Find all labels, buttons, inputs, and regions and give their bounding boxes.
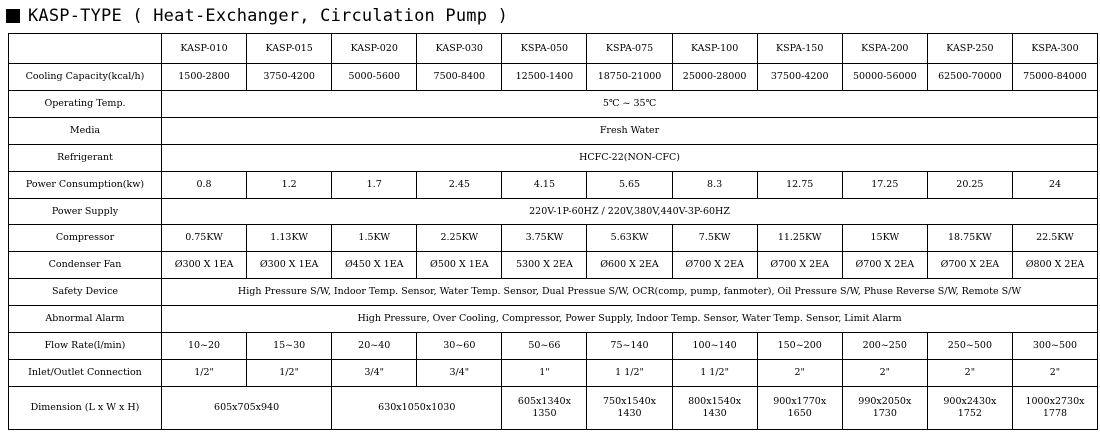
dimension-cell — [587, 386, 672, 429]
table-row — [9, 359, 1098, 386]
dimension-line: 1000x2730x — [1025, 395, 1085, 407]
dimension-cell — [757, 386, 842, 429]
dimension-line: 1430 — [702, 407, 727, 419]
table-cell: 0.8 — [162, 171, 247, 198]
table-cell: Ø300 X 1EA — [247, 252, 332, 279]
table-cell: Ø700 X 2EA — [757, 252, 842, 279]
model-header: KASP-100 — [672, 34, 757, 64]
table-cell: 20.25 — [927, 171, 1012, 198]
square-bullet-icon — [6, 9, 20, 23]
table-cell: 5.63KW — [587, 225, 672, 252]
power-supply-value: 220V-1P-60HZ / 220V,380V,440V-3P-60HZ — [162, 198, 1098, 225]
dimension-line: 990x2050x — [858, 395, 912, 407]
table-cell: 2" — [842, 359, 927, 386]
dimension-line: 1350 — [532, 407, 557, 419]
row-label: Compressor — [9, 225, 162, 252]
row-label: Abnormal Alarm — [9, 306, 162, 333]
table-cell: 5.65 — [587, 171, 672, 198]
dimension-cell — [842, 386, 927, 429]
row-label: Operating Temp. — [9, 91, 162, 118]
dimension-line: 900x1770x — [773, 395, 827, 407]
row-label: Safety Device — [9, 279, 162, 306]
dimension-line: 750x1540x — [603, 395, 657, 407]
row-label: Dimension (L x W x H) — [9, 386, 162, 429]
table-cell: 7500-8400 — [417, 64, 502, 91]
dimension-cell: 605x705x940 — [162, 386, 332, 429]
dimension-line: 900x2430x — [943, 395, 997, 407]
table-row — [9, 118, 1098, 145]
table-cell: 17.25 — [842, 171, 927, 198]
refrigerant-value: HCFC-22(NON-CFC) — [162, 144, 1098, 171]
table-cell: 1.13KW — [247, 225, 332, 252]
table-cell: 11.25KW — [757, 225, 842, 252]
table-cell: 50~66 — [502, 332, 587, 359]
table-cell: 2.25KW — [417, 225, 502, 252]
table-cell: 100~140 — [672, 332, 757, 359]
table-cell: 150~200 — [757, 332, 842, 359]
model-header-row — [9, 34, 1098, 64]
table-cell: 10~20 — [162, 332, 247, 359]
table-cell: Ø700 X 2EA — [842, 252, 927, 279]
row-label: Flow Rate(l/min) — [9, 332, 162, 359]
dimension-cell — [502, 386, 587, 429]
table-cell: 12500-1400 — [502, 64, 587, 91]
row-label: Power Supply — [9, 198, 162, 225]
table-cell: Ø500 X 1EA — [417, 252, 502, 279]
row-label: Condenser Fan — [9, 252, 162, 279]
table-row — [9, 332, 1098, 359]
table-cell: 1" — [502, 359, 587, 386]
table-cell: 15~30 — [247, 332, 332, 359]
model-header: KSPA-150 — [757, 34, 842, 64]
header-blank-cell — [9, 34, 162, 64]
model-header: KASP-030 — [417, 34, 502, 64]
table-cell: 30~60 — [417, 332, 502, 359]
safety-device-value: High Pressure S/W, Indoor Temp. Sensor, Water Temp. Sensor, Dual Pressue S/W, OCR(comp, pump, fanmoter), Oil Pressure S/W, Phuse Reverse S/W, Remote S/W — [162, 279, 1098, 306]
table-cell: 15KW — [842, 225, 927, 252]
table-cell: 37500-4200 — [757, 64, 842, 91]
table-row — [9, 171, 1098, 198]
title-text: KASP-TYPE ( Heat-Exchanger, Circulation Pump ) — [28, 6, 509, 26]
table-cell: 8.3 — [672, 171, 757, 198]
operating-temp-value: 5℃ ~ 35℃ — [162, 91, 1098, 118]
dimension-line: 1752 — [957, 407, 982, 419]
table-cell: 75000-84000 — [1012, 64, 1097, 91]
table-cell: 200~250 — [842, 332, 927, 359]
table-cell: 1.7 — [332, 171, 417, 198]
table-cell: 5300 X 2EA — [502, 252, 587, 279]
row-label: Cooling Capacity(kcal/h) — [9, 64, 162, 91]
table-row — [9, 198, 1098, 225]
dimension-line: 605x1340x — [517, 395, 571, 407]
table-row — [9, 144, 1098, 171]
table-cell: 3/4" — [332, 359, 417, 386]
media-value: Fresh Water — [162, 118, 1098, 145]
model-header: KSPA-300 — [1012, 34, 1097, 64]
table-cell: Ø700 X 2EA — [927, 252, 1012, 279]
table-cell: 1/2" — [247, 359, 332, 386]
row-label: Power Consumption(kw) — [9, 171, 162, 198]
dimension-line: 1730 — [872, 407, 897, 419]
dimension-cell — [927, 386, 1012, 429]
abnormal-alarm-value: High Pressure, Over Cooling, Compressor, Power Supply, Indoor Temp. Sensor, Water Temp. Sensor, Limit Alarm — [162, 306, 1098, 333]
table-cell: 20~40 — [332, 332, 417, 359]
table-cell: 62500-70000 — [927, 64, 1012, 91]
table-cell: 1 1/2" — [672, 359, 757, 386]
table-cell: 18750-21000 — [587, 64, 672, 91]
model-header: KSPA-200 — [842, 34, 927, 64]
table-cell: 4.15 — [502, 171, 587, 198]
table-cell: 250~500 — [927, 332, 1012, 359]
table-cell: 50000-56000 — [842, 64, 927, 91]
table-cell: 1.5KW — [332, 225, 417, 252]
spec-table — [8, 33, 1098, 430]
table-row — [9, 386, 1098, 429]
table-cell: 12.75 — [757, 171, 842, 198]
model-header: KASP-020 — [332, 34, 417, 64]
table-cell: 0.75KW — [162, 225, 247, 252]
table-cell: 75~140 — [587, 332, 672, 359]
dimension-cell — [672, 386, 757, 429]
table-row — [9, 64, 1098, 91]
table-cell: Ø700 X 2EA — [672, 252, 757, 279]
table-row — [9, 306, 1098, 333]
table-cell: 24 — [1012, 171, 1097, 198]
table-cell: Ø450 X 1EA — [332, 252, 417, 279]
table-cell: 3/4" — [417, 359, 502, 386]
table-cell: 5000-5600 — [332, 64, 417, 91]
table-cell: 2" — [757, 359, 842, 386]
table-cell: 300~500 — [1012, 332, 1097, 359]
table-cell: 1/2" — [162, 359, 247, 386]
dimension-cell — [1012, 386, 1097, 429]
table-cell: 3750-4200 — [247, 64, 332, 91]
table-row — [9, 91, 1098, 118]
table-cell: 2" — [1012, 359, 1097, 386]
dimension-line: 800x1540x — [688, 395, 742, 407]
table-cell: 7.5KW — [672, 225, 757, 252]
row-label: Inlet/Outlet Connection — [9, 359, 162, 386]
table-cell: 1 1/2" — [587, 359, 672, 386]
row-label: Refrigerant — [9, 144, 162, 171]
model-header: KSPA-050 — [502, 34, 587, 64]
table-row — [9, 252, 1098, 279]
dimension-cell: 630x1050x1030 — [332, 386, 502, 429]
table-cell: 22.5KW — [1012, 225, 1097, 252]
page-title — [6, 2, 508, 30]
model-header: KASP-015 — [247, 34, 332, 64]
table-row — [9, 225, 1098, 252]
table-cell: Ø600 X 2EA — [587, 252, 672, 279]
model-header: KASP-010 — [162, 34, 247, 64]
table-cell: 25000-28000 — [672, 64, 757, 91]
dimension-line: 1650 — [787, 407, 812, 419]
table-row — [9, 279, 1098, 306]
table-cell: 3.75KW — [502, 225, 587, 252]
table-cell: Ø800 X 2EA — [1012, 252, 1097, 279]
table-cell: Ø300 X 1EA — [162, 252, 247, 279]
model-header: KSPA-075 — [587, 34, 672, 64]
model-header: KASP-250 — [927, 34, 1012, 64]
table-cell: 2.45 — [417, 171, 502, 198]
table-cell: 1500-2800 — [162, 64, 247, 91]
dimension-line: 1778 — [1042, 407, 1068, 419]
row-label: Media — [9, 118, 162, 145]
table-cell: 2" — [927, 359, 1012, 386]
table-cell: 18.75KW — [927, 225, 1012, 252]
table-cell: 1.2 — [247, 171, 332, 198]
dimension-line: 1430 — [617, 407, 642, 419]
